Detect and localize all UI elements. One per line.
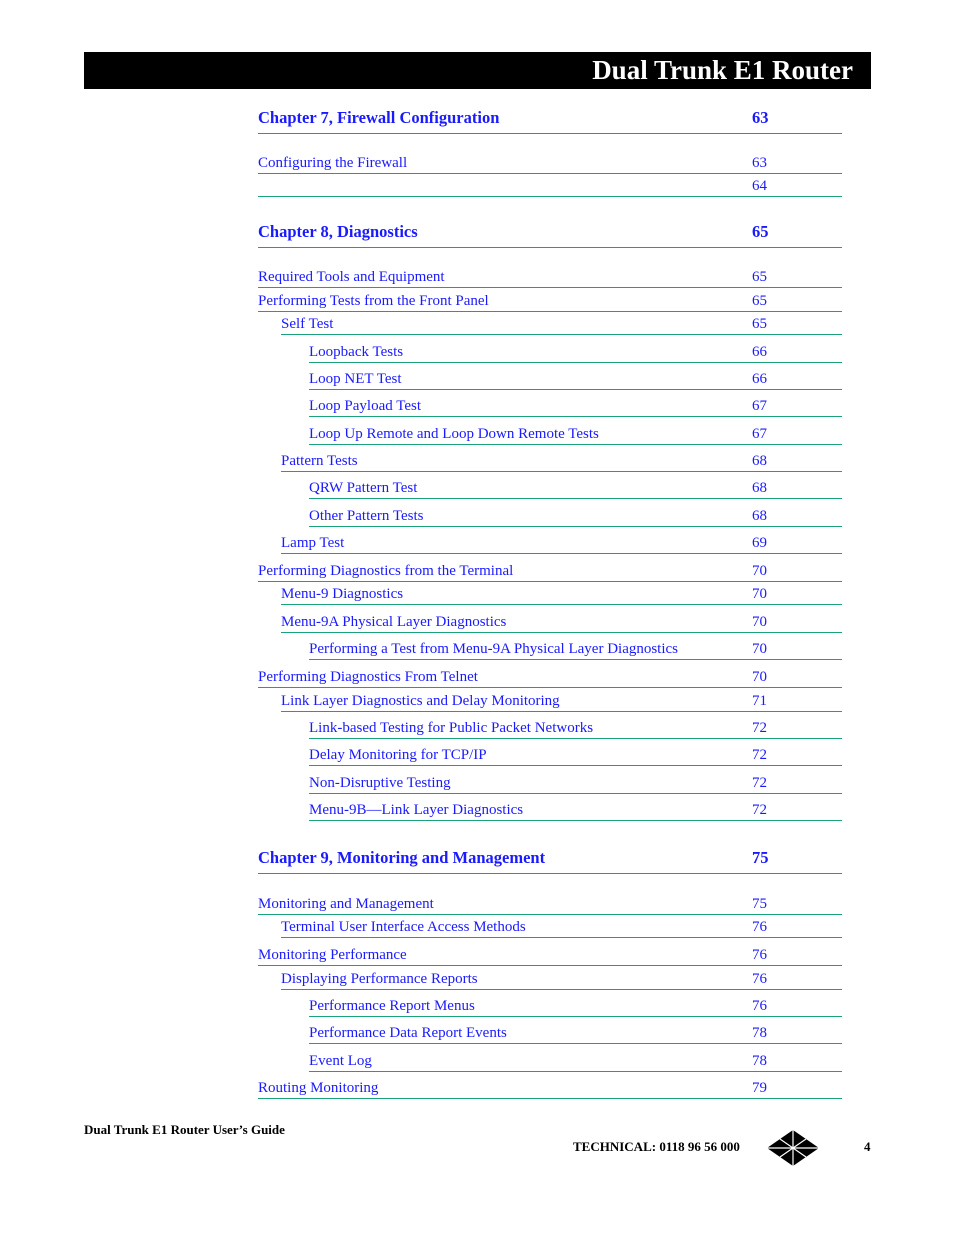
toc-entry-page: 72 — [752, 747, 767, 763]
toc-entry-label: Performing Diagnostics from the Terminal — [258, 563, 514, 579]
toc-entry-label: Menu-9A Physical Layer Diagnostics — [281, 614, 507, 630]
toc-entry[interactable] — [309, 424, 842, 445]
toc-entry[interactable] — [309, 1023, 842, 1044]
toc-entry-label: Monitoring and Management — [258, 896, 434, 912]
toc-entry-label: Routing Monitoring — [258, 1080, 379, 1096]
toc-entry-page: 67 — [752, 398, 767, 414]
toc-entry-label: Self Test — [281, 316, 334, 332]
toc-entry[interactable] — [258, 1078, 842, 1099]
toc-entry-page: 72 — [752, 802, 767, 818]
toc-entry-page: 70 — [752, 641, 767, 657]
toc-entry-page: 66 — [752, 344, 767, 360]
toc-entry-page: 64 — [752, 178, 767, 194]
toc-chapter-heading[interactable] — [258, 105, 842, 134]
toc-entry[interactable] — [309, 396, 842, 417]
toc-entry[interactable] — [309, 745, 842, 766]
toc-entry-label: Monitoring Performance — [258, 947, 407, 963]
toc-entry[interactable] — [309, 773, 842, 794]
toc-entry-page: 79 — [752, 1080, 767, 1096]
toc-entry[interactable] — [281, 969, 842, 990]
toc-entry-label: Chapter 8, Diagnostics — [258, 222, 418, 241]
header-bar — [84, 52, 871, 89]
toc-entry-label: Performing Diagnostics From Telnet — [258, 669, 478, 685]
toc-entry-page: 76 — [752, 919, 767, 935]
toc-entry-label: Performance Data Report Events — [309, 1025, 507, 1041]
footer-guide-title: Dual Trunk E1 Router User’s Guide — [84, 1122, 285, 1137]
toc-entry[interactable] — [309, 718, 842, 739]
toc-entry-page: 68 — [752, 480, 767, 496]
toc-entry-label: Performance Report Menus — [309, 998, 475, 1014]
toc-entry[interactable] — [309, 478, 842, 499]
toc-entry-page: 72 — [752, 775, 767, 791]
toc-entry-page: 78 — [752, 1053, 767, 1069]
toc-entry[interactable] — [281, 612, 842, 633]
toc-entry-page: 63 — [752, 108, 769, 127]
toc-entry[interactable] — [258, 945, 842, 966]
toc-chapter-heading[interactable] — [258, 219, 842, 248]
page-title: Dual Trunk E1 Router — [592, 55, 853, 85]
toc-entry-label: Loop Payload Test — [309, 398, 421, 414]
toc-entry-page: 76 — [752, 971, 767, 987]
toc-entry-page: 65 — [752, 222, 769, 241]
toc-entry-label: Chapter 9, Monitoring and Management — [258, 848, 546, 867]
toc-entry[interactable] — [309, 506, 842, 527]
toc-entry[interactable] — [309, 342, 842, 363]
toc-entry-label: Chapter 7, Firewall Configuration — [258, 108, 500, 127]
toc-entry-page: 68 — [752, 508, 767, 524]
toc-entry-page: 76 — [752, 998, 767, 1014]
toc-entry[interactable] — [309, 800, 842, 821]
toc-entry-label: Terminal User Interface Access Methods — [281, 919, 526, 935]
toc-entry-page: 68 — [752, 453, 767, 469]
toc-entry[interactable] — [258, 561, 842, 582]
toc-entry-page: 65 — [752, 316, 767, 332]
toc-entry-label: Other Pattern Tests — [309, 508, 424, 524]
toc-entry-label: QRW Pattern Test — [309, 480, 418, 496]
toc-entry[interactable] — [309, 639, 842, 660]
toc-entry-page: 63 — [752, 155, 767, 171]
toc-entry-page: 70 — [752, 586, 767, 602]
toc-entry[interactable] — [258, 176, 842, 197]
toc-entry-label: Pattern Tests — [281, 453, 358, 469]
toc-entry-page: 78 — [752, 1025, 767, 1041]
toc-entry-page: 70 — [752, 669, 767, 685]
toc-entry-label: Loopback Tests — [309, 344, 404, 360]
toc-entry[interactable] — [309, 1051, 842, 1072]
toc-entry[interactable] — [258, 667, 842, 688]
toc-entry-page: 72 — [752, 720, 767, 736]
toc-entry-label: Menu-9B—Link Layer Diagnostics — [309, 802, 524, 818]
toc-entry-label: Configuring the Firewall — [258, 155, 408, 171]
toc-entry-label: Link Layer Diagnostics and Delay Monitoring — [281, 693, 560, 709]
toc-entry[interactable] — [281, 451, 842, 472]
toc-entry-page: 76 — [752, 947, 767, 963]
toc-entry-label: Loop Up Remote and Loop Down Remote Tests — [309, 426, 599, 442]
toc-entry[interactable] — [281, 691, 842, 712]
toc-entry-label: Displaying Performance Reports — [281, 971, 478, 987]
toc-entry-label: Performing a Test from Menu-9A Physical Layer Diagnostics — [309, 641, 679, 657]
toc-entry-label: Delay Monitoring for TCP/IP — [309, 747, 487, 763]
toc-entry-label: Performing Tests from the Front Panel — [258, 293, 489, 309]
toc-entry-page: 65 — [752, 293, 767, 309]
toc-entry-page: 75 — [752, 896, 767, 912]
toc-entry[interactable] — [281, 917, 842, 938]
toc-entry-page: 71 — [752, 693, 767, 709]
toc-entry-label: Loop NET Test — [309, 371, 402, 387]
toc-entry-label: Link-based Testing for Public Packet Networks — [309, 720, 594, 736]
toc-entry-label: Lamp Test — [281, 535, 345, 551]
toc-chapter-heading[interactable] — [258, 845, 842, 874]
toc-entry-page: 66 — [752, 371, 767, 387]
toc-entry-label: Menu-9 Diagnostics — [281, 586, 404, 602]
toc-entry[interactable] — [258, 291, 842, 312]
toc-entry[interactable] — [258, 894, 842, 915]
toc-entry-page: 70 — [752, 563, 767, 579]
toc-entry[interactable] — [281, 584, 842, 605]
toc-entry-page: 65 — [752, 269, 767, 285]
toc-entry-page: 75 — [752, 848, 769, 867]
toc-entry[interactable] — [309, 996, 842, 1017]
footer-technical-phone: TECHNICAL: 0118 96 56 000 — [573, 1139, 740, 1154]
toc-entry-page: 69 — [752, 535, 767, 551]
toc-entry-page: 67 — [752, 426, 767, 442]
toc-entry[interactable] — [281, 314, 842, 335]
toc-entry[interactable] — [309, 369, 842, 390]
toc-entry-label: Required Tools and Equipment — [258, 269, 445, 285]
toc-entry[interactable] — [281, 533, 842, 554]
toc-entry[interactable] — [258, 267, 842, 288]
toc-entry-label: Non-Disruptive Testing — [309, 775, 451, 791]
black-box-diamond-logo-icon — [766, 1129, 820, 1167]
toc-entry[interactable] — [258, 153, 842, 174]
footer-page-number: 4 — [864, 1139, 871, 1154]
toc-entry-label: Event Log — [309, 1053, 372, 1069]
toc-entry-page: 70 — [752, 614, 767, 630]
